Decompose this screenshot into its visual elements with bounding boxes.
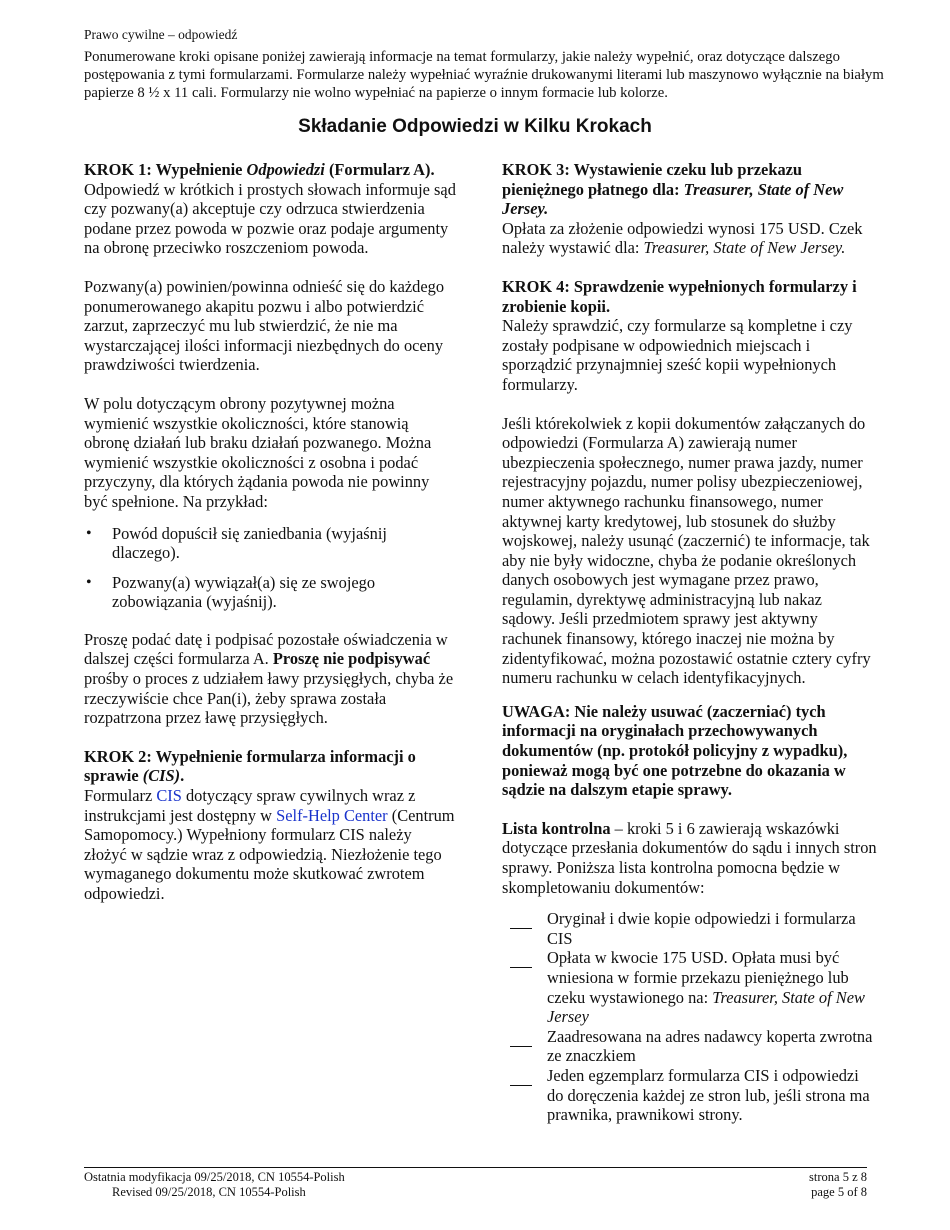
checkbox-line xyxy=(510,948,532,968)
step4-paragraph-1: Należy sprawdzić, czy formularze są kompletne i czy zostały podpisane w odpowiednich miejscach i sporządzić przynajmniej sześć kopii wypełnionych formularzy. xyxy=(502,316,853,394)
cis-link[interactable]: CIS xyxy=(156,786,182,806)
checkbox-line xyxy=(510,909,532,929)
list-item: • Pozwany(a) wywiązał(a) się ze swojego zobowiązania (wyjaśnij). xyxy=(86,572,376,612)
step1-paragraph-1: Odpowiedź w krótkich i prostych słowach informuje sąd czy pozwany(a) akceptuje czy odrzuca stwierdzenia podane przez powoda w pozwie oraz podaje argumenty na obronę przeciwko roszczeniom powoda. xyxy=(84,179,456,258)
checklist-item: Oryginał i dwie kopie odpowiedzi i formularza CIS xyxy=(502,909,877,948)
step1-paragraph-2: Pozwany(a) powinien/powinna odnieść się do każdego ponumerowanego akapitu pozwu i albo potwierdzić zarzut, zaprzeczyć mu lub stwierdzić, że nie ma wystarczającej ilości informacji niezbędnych do oceny prawdziwości twierdzenia. xyxy=(84,276,445,375)
footer-revision xyxy=(84,1170,345,1200)
step3-heading: KROK 3: Wystawienie czeku lub przekazu pieniężnego płatnego dla: Treasurer, State of New Jersey. xyxy=(502,160,844,219)
intro-paragraph: Ponumerowane kroki opisane poniżej zawierają informacje na temat formularzy, jakie należy wypełnić, oraz dotyczące dalszego postępowania z tymi formularzami. Formularze należy wypełniać wyraźnie drukowanymi literami lub maszynowo wyłącznie na białym papierze 8 ½ x 11 cali. Formularzy nie wolno wypełniać na papierze o innym formacie lub kolorze. xyxy=(84,49,884,101)
checkbox-line xyxy=(510,1066,532,1086)
step4-paragraph-2: Jeśli którekolwiek z kopii dokumentów załączanych do odpowiedzi (Formularza A) zawierają numer ubezpieczenia społecznego, numer prawa jazdy, numer rejestracyjny pojazdu, numer polisy ubezpieczeniowej, numer aktywnego rachunku finansowego, numer aktywnej karty kredytowej, lub stosunek do służby wojskowej, należy usunąć (zaczernić) te informacje, tak aby nie były widoczne, chyba że podanie określonych danych osobowych jest wymagane przez prawo, regulamin, dyrektywę administracyjną lub nakaz sądowy. Jeśli przedmiotem sprawy jest aktywny rachunek finansowy, którego inaczej nie można by zidentyfikować, można pozostawić ostatnie cztery cyfry numeru rachunku w celach identyfikacyjnych. xyxy=(502,413,871,688)
page-header: Prawo cywilne – odpowiedź xyxy=(84,27,238,42)
step1-paragraph-4: Proszę podać datę i podpisać pozostałe oświadczenia w dalszej części formularza A. Proszę nie podpisywać prośby o proces z udziałem ławy przysięgłych, chyba że rzeczywiście chce Pan(i), żeby sprawa została rozpatrzona przez ławę przysięgłych. xyxy=(84,629,454,728)
example-bullet-list xyxy=(84,524,456,612)
step3-paragraph: Opłata za złożenie odpowiedzi wynosi 175 USD. Czek należy wystawić dla: Treasurer, State of New Jersey. xyxy=(502,218,863,258)
checkbox-line xyxy=(510,1027,532,1047)
bullet-icon: • xyxy=(86,573,92,591)
checklist-item: Zaadresowana na adres nadawcy koperta zwrotna ze znaczkiem xyxy=(502,1027,877,1066)
self-help-center-link[interactable]: Self-Help Center xyxy=(276,805,388,825)
step1-paragraph-3: W polu dotyczącym obrony pozytywnej można wymienić wszystkie okoliczności, które stanowią obronę działań lub braku działań pozwanego. Można wymienić wszystkie okoliczności z osobna i podać przyczyny, dla których żądania powoda nie powinny być spełnione. Na przykład: xyxy=(84,393,432,511)
checklist xyxy=(502,909,877,1125)
step1-heading: KROK 1: Wypełnienie Odpowiedzi (Formularz A). xyxy=(84,160,435,179)
list-item: • Powód dopuścił się zaniedbania (wyjaśnij dlaczego). xyxy=(86,523,387,563)
footer-revision-english: Revised 09/25/2018, CN 10554-Polish xyxy=(112,1185,306,1199)
footer-revision-polish: Ostatnia modyfikacja 09/25/2018, CN 10554-Polish xyxy=(84,1170,345,1184)
page-title: Składanie Odpowiedzi w Kilku Krokach xyxy=(298,116,652,137)
checklist-item: Opłata w kwocie 175 USD. Opłata musi być wniesiona w formie przekazu pieniężnego lub czeku wystawionego na: Treasurer, State of New Jersey xyxy=(502,948,877,1026)
footer-divider xyxy=(84,1167,867,1168)
step2-heading: KROK 2: Wypełnienie formularza informacji o sprawie (CIS). xyxy=(84,746,416,786)
step2-paragraph: Formularz CIS dotyczący spraw cywilnych wraz z instrukcjami jest dostępny w Self-Help Center (Centrum Samopomocy.) Wypełniony formularz CIS należy złożyć w sądzie wraz z odpowiedzią. Niezłożenie tego wymaganego dokumentu może skutkować zwrotem odpowiedzi. xyxy=(84,786,455,903)
right-column xyxy=(502,160,877,1125)
page-number-polish: strona 5 z 8 xyxy=(809,1170,867,1184)
page-number-english: page 5 of 8 xyxy=(811,1185,867,1199)
checklist-intro: Lista kontrolna – kroki 5 i 6 zawierają wskazówki dotyczące przesłania dokumentów do sądu i innych stron sprawy. Poniższa lista kontrolna pomocna będzie w skompletowaniu dokumentów: xyxy=(502,818,877,897)
bullet-icon: • xyxy=(86,524,92,542)
footer-page-number xyxy=(809,1170,867,1200)
warning-note: UWAGA: Nie należy usuwać (zaczerniać) tych informacji na oryginałach przechowywanych dokumentów (np. protokół policyjny z wypadku), ponieważ mogą być one potrzebne do okazania w sądzie na dalszym etapie sprawy. xyxy=(502,701,848,800)
checklist-item: Jeden egzemplarz formularza CIS i odpowiedzi do doręczenia każdej ze stron lub, jeśli strona ma prawnika, prawnikowi strony. xyxy=(502,1066,877,1125)
step4-heading: KROK 4: Sprawdzenie wypełnionych formularzy i zrobienie kopii. xyxy=(502,276,857,316)
left-column xyxy=(84,160,456,904)
